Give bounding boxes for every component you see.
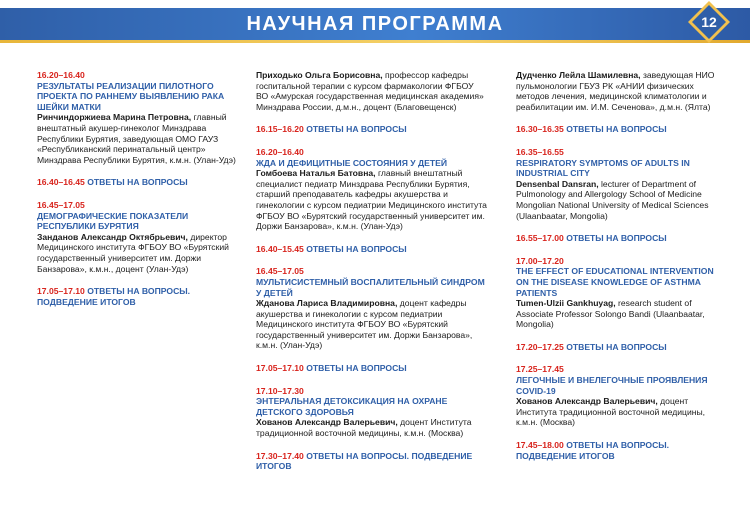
qa-time: 17.05–17.10 bbox=[256, 363, 304, 374]
speaker-name: Жданова Лариса Владимировна, bbox=[256, 298, 398, 309]
qa-time: 16.15–16.20 bbox=[256, 124, 304, 135]
qa-label: ОТВЕТЫ НА ВОПРОСЫ. ПОДВЕДЕНИЕ ИТОГОВ bbox=[256, 450, 473, 472]
qa-label: ОТВЕТЫ НА ВОПРОСЫ. ПОДВЕДЕНИЕ ИТОГОВ bbox=[37, 286, 191, 307]
qa-time: 17.45–18.00 bbox=[516, 440, 564, 451]
speaker-name: Хованов Александр Валерьевич, bbox=[256, 417, 398, 428]
qa-session bbox=[37, 177, 247, 188]
speaker-info bbox=[516, 179, 726, 221]
speaker-description: lecturer of Department of Pulmonology and Allergology School of Medicine Mongolian National University of Medical Sciences (Ulaanbaatar, Mongolia) bbox=[516, 178, 709, 221]
speaker-info bbox=[256, 298, 488, 351]
qa-session bbox=[516, 440, 726, 461]
speaker-description: доцент Института традиционной восточной медицины, к.м.н. (Москва) bbox=[516, 396, 706, 428]
qa-time: 17.05–17.10 bbox=[37, 286, 85, 297]
talk-time: 16.35–16.55 bbox=[516, 146, 564, 157]
talk-block bbox=[516, 256, 726, 330]
qa-time: 16.40–16.45 bbox=[37, 177, 85, 188]
talk-time: 17.00–17.20 bbox=[516, 255, 564, 266]
speaker-info bbox=[256, 70, 488, 112]
speaker-name: Занданов Александр Октябрьевич, bbox=[37, 231, 188, 242]
program-column-3 bbox=[516, 70, 726, 473]
speaker-name: Дудченко Лейла Шамилевна, bbox=[516, 70, 641, 80]
speaker-name: Tumen-Ulzii Gankhuyag, bbox=[516, 298, 616, 309]
qa-time: 17.20–17.25 bbox=[516, 341, 564, 352]
talk-time: 16.20–16.40 bbox=[37, 70, 85, 80]
talk-title: THE EFFECT OF EDUCATIONAL INTERVENTION ON THE DISEASE KNOWLEDGE OF ASTHMA PATIENTS bbox=[516, 266, 714, 298]
speaker-info bbox=[516, 70, 726, 112]
qa-session-block bbox=[37, 177, 247, 188]
qa-session bbox=[516, 124, 726, 135]
program-column-1 bbox=[37, 70, 247, 319]
qa-session-block bbox=[37, 286, 247, 307]
header-accent-line bbox=[0, 40, 750, 43]
qa-time: 17.30–17.40 bbox=[256, 450, 304, 461]
qa-session-block bbox=[256, 451, 488, 472]
talk-block bbox=[256, 386, 488, 439]
talk-title: ЭНТЕРАЛЬНАЯ ДЕТОКСИКАЦИЯ НА ОХРАНЕ ДЕТСКОГО ЗДОРОВЬЯ bbox=[256, 396, 448, 417]
talk-block bbox=[516, 147, 726, 221]
speaker-description: заведующая НИО пульмонологии ГБУЗ РК «АНИИ физических методов лечения, медицинской климатологии и реабилитации им. И.М. Сеченова», д.м.н. (Ялта) bbox=[516, 70, 715, 112]
talk-title: МУЛЬТИСИСТЕМНЫЙ ВОСПАЛИТЕЛЬНЫЙ СИНДРОМ У ДЕТЕЙ bbox=[256, 276, 485, 298]
speaker-info bbox=[516, 396, 726, 428]
qa-session bbox=[256, 363, 488, 374]
qa-session bbox=[37, 286, 247, 307]
qa-session bbox=[516, 342, 726, 353]
qa-session bbox=[256, 124, 488, 135]
speaker-info bbox=[516, 298, 726, 330]
talk-time: 16.45–17.05 bbox=[37, 199, 85, 210]
speaker-description: главный внештатный акушер-гинеколог Минздрава Республики Бурятия, заведующая ОМО ГАУЗ «Республиканский перинатальный центр» Минздрава Республики Бурятия, к.м.н. (Улан-Удэ) bbox=[37, 112, 236, 165]
talk-title: ДЕМОГРАФИЧЕСКИЕ ПОКАЗАТЕЛИ РЕСПУБЛИКИ БУРЯТИЯ bbox=[37, 210, 189, 232]
qa-label: ОТВЕТЫ НА ВОПРОСЫ bbox=[566, 341, 667, 352]
qa-session bbox=[256, 244, 488, 255]
program-column-2 bbox=[256, 70, 488, 484]
speaker-info bbox=[37, 232, 247, 274]
speaker-description: доцент Института традиционной восточной медицины, к.м.н. (Москва) bbox=[256, 417, 472, 439]
qa-session-block bbox=[256, 244, 488, 255]
talk-time: 17.25–17.45 bbox=[516, 364, 564, 375]
qa-label: ОТВЕТЫ НА ВОПРОСЫ bbox=[566, 233, 667, 244]
page-title: НАУЧНАЯ ПРОГРАММА bbox=[246, 13, 504, 35]
qa-session-block bbox=[516, 233, 726, 244]
qa-time: 16.30–16.35 bbox=[516, 124, 564, 135]
talk-time: 16.20–16.40 bbox=[256, 146, 304, 157]
speaker-info bbox=[37, 112, 247, 165]
talk-block bbox=[256, 266, 488, 351]
qa-session-block bbox=[516, 342, 726, 353]
qa-label: ОТВЕТЫ НА ВОПРОСЫ bbox=[306, 124, 407, 135]
talk-time: 17.10–17.30 bbox=[256, 385, 304, 396]
qa-time: 16.55–17.00 bbox=[516, 233, 564, 244]
talk-block bbox=[256, 70, 488, 112]
qa-session-block bbox=[516, 124, 726, 135]
qa-label: ОТВЕТЫ НА ВОПРОСЫ bbox=[566, 124, 667, 135]
speaker-info bbox=[256, 168, 488, 232]
speaker-name: Хованов Александр Валерьевич, bbox=[516, 396, 658, 407]
talk-block bbox=[37, 200, 247, 274]
talk-title: РЕЗУЛЬТАТЫ РЕАЛИЗАЦИИ ПИЛОТНОГО ПРОЕКТА ПО РАННЕМУ ВЫЯВЛЕНИЮ РАКА ШЕЙКИ МАТКИ bbox=[37, 80, 225, 112]
qa-label: ОТВЕТЫ НА ВОПРОСЫ. ПОДВЕДЕНИЕ ИТОГОВ bbox=[516, 440, 670, 461]
speaker-description: директор Медицинского института ФГБОУ ВО «Бурятский государственный университет им. Доржи Банзарова», к.м.н., доцент (Улан-Удэ) bbox=[37, 231, 229, 274]
talk-title: ЛЕГОЧНЫЕ И ВНЕЛЕГОЧНЫЕ ПРОЯВЛЕНИЯ COVID-19 bbox=[516, 375, 708, 396]
qa-label: ОТВЕТЫ НА ВОПРОСЫ bbox=[87, 177, 188, 188]
talk-time: 16.45–17.05 bbox=[256, 266, 304, 277]
speaker-name: Ринчиндоржиева Марина Петровна, bbox=[37, 112, 192, 123]
talk-title: RESPIRATORY SYMPTOMS OF ADULTS IN INDUSTRIAL CITY bbox=[516, 157, 690, 179]
speaker-name: Гомбоева Наталья Батовна, bbox=[256, 168, 376, 179]
speaker-description: research student of Associate Professor Solongo Bandi (Ulaanbaatar, Mongolia) bbox=[516, 298, 705, 330]
speaker-name: Densenbal Dansran, bbox=[516, 178, 599, 189]
qa-session-block bbox=[516, 440, 726, 461]
qa-session bbox=[516, 233, 726, 244]
talk-title: ЖДА И ДЕФИЦИТНЫЕ СОСТОЯНИЯ У ДЕТЕЙ bbox=[256, 157, 448, 168]
qa-time: 16.40–15.45 bbox=[256, 243, 304, 254]
qa-session-block bbox=[256, 124, 488, 135]
talk-block bbox=[256, 147, 488, 232]
talk-block bbox=[516, 364, 726, 428]
page-number: 12 bbox=[701, 14, 717, 30]
qa-session bbox=[256, 451, 488, 472]
speaker-info bbox=[256, 417, 488, 438]
talk-block bbox=[37, 70, 247, 165]
speaker-name: Приходько Ольга Борисовна, bbox=[256, 70, 383, 80]
qa-session-block bbox=[256, 363, 488, 374]
speaker-description: профессор кафедры госпитальной терапии с курсом фармакологии ФГБОУ ВО «Амурская государственная медицинская академия» Минздрава России, д.м.н., доцент (Благовещенск) bbox=[256, 70, 484, 112]
speaker-description: главный внештатный специалист педиатр Минздрава Республики Бурятия, старший преподаватель кафедры акушерства и гинекологии с курсом педиатрии Медицинского института ФГБОУ ВО «Бурятский государственный университет им. Доржи Банзарова», к.м.н. (Улан-Удэ) bbox=[256, 168, 487, 232]
qa-label: ОТВЕТЫ НА ВОПРОСЫ bbox=[306, 363, 407, 374]
speaker-description: доцент кафедры акушерства и гинекологии с курсом педиатрии Медицинского института ФГБОУ ВО «Бурятский государственный университет им. Доржи Банзарова», к.м.н. (Улан-Удэ) bbox=[256, 298, 473, 351]
qa-label: ОТВЕТЫ НА ВОПРОСЫ bbox=[306, 243, 407, 254]
talk-block bbox=[516, 70, 726, 112]
